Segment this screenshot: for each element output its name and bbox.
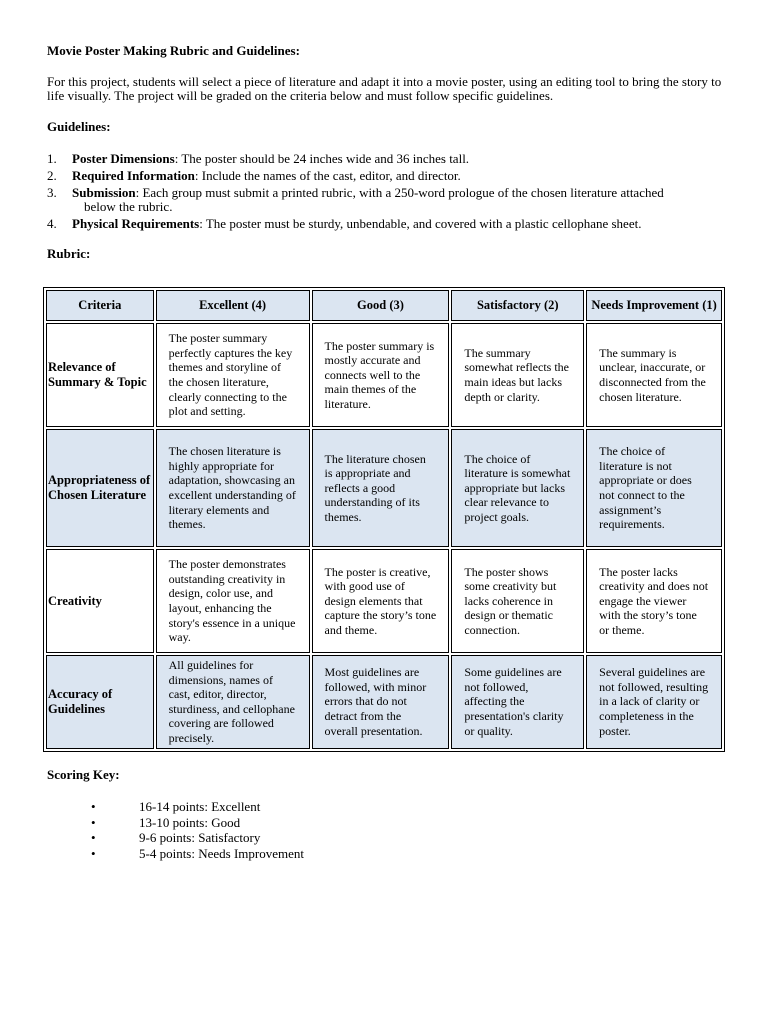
intro-paragraph: For this project, students will select a piece of literature and adapt it into a movie poster, using an editing tool to bring the story to life visually. The project will be graded on the criteria below and must follow specific guidelines. [47, 73, 722, 104]
header-good: Good (3) [312, 290, 450, 321]
guideline-text: : The poster must be sturdy, unbendable, and covered with a plastic cellophane sheet. [199, 215, 642, 231]
header-excellent: Excellent (4) [156, 290, 310, 321]
rubric-cell: The chosen literature is highly appropriate for adaptation, showcasing an excellent understanding of literary elements and themes. [156, 429, 310, 547]
rubric-cell: The poster summary is mostly accurate and connects well to the main themes of the literature. [312, 323, 450, 427]
header-criteria: Criteria [46, 290, 154, 321]
guideline-number: 2. [47, 167, 57, 183]
rubric-cell: The poster shows some creativity but lacks coherence in design or thematic connection. [451, 549, 584, 653]
guideline-number: 1. [47, 151, 57, 167]
rubric-table [43, 287, 725, 752]
bullet: • [91, 845, 96, 861]
guideline-item [47, 152, 727, 167]
rubric-cell: Most guidelines are followed, with minor errors that do not detract from the overall presentation. [312, 655, 450, 749]
rubric-row [46, 655, 722, 749]
guideline-item [47, 169, 727, 184]
guideline-item [47, 217, 727, 232]
guideline-text: : Each group must submit a printed rubric, with a 250-word prologue of the chosen literature attached [135, 184, 664, 200]
rubric-row [46, 549, 722, 653]
guideline-label: Poster Dimensions [72, 151, 175, 167]
scoring-item [91, 816, 304, 832]
guideline-text: : The poster should be 24 inches wide and 36 inches tall. [174, 151, 470, 167]
scoring-text: 13-10 points: Good [139, 814, 241, 830]
rubric-heading: Rubric: [47, 246, 91, 262]
scoring-item [91, 847, 304, 863]
rubric-cell: The choice of literature is not appropriate or does not connect to the assignment’s requirements. [586, 429, 722, 547]
bullet: • [91, 814, 96, 830]
rubric-cell: The poster summary perfectly captures the key themes and storyline of the chosen literature, clearly connecting to the plot and setting. [156, 323, 310, 427]
bullet: • [91, 799, 96, 814]
criteria-cell: Relevance of Summary & Topic [46, 323, 154, 427]
bullet: • [91, 830, 96, 846]
rubric-cell: Several guidelines are not followed, resulting in a lack of clarity or completeness in the poster. [586, 655, 722, 749]
rubric-cell: The choice of literature is somewhat appropriate but lacks clear relevance to project goals. [451, 429, 584, 547]
guideline-label: Submission [72, 184, 136, 200]
criteria-cell: Appropriateness of Chosen Literature [46, 429, 154, 547]
guideline-number: 4. [47, 215, 57, 231]
guidelines-heading: Guidelines: [47, 118, 111, 134]
guidelines-list [47, 152, 727, 231]
scoring-text: 16-14 points: Excellent [139, 799, 261, 814]
rubric-cell: The literature chosen is appropriate and reflects a good understanding of its themes. [312, 429, 450, 547]
guideline-number: 3. [47, 184, 57, 200]
guideline-label: Required Information [72, 167, 195, 183]
guideline-text: : Include the names of the cast, editor, and director. [194, 167, 461, 183]
header-needs-improvement: Needs Improvement (1) [586, 290, 722, 321]
rubric-cell: The summary somewhat reflects the main ideas but lacks depth or clarity. [451, 323, 584, 427]
rubric-header-row [46, 290, 722, 321]
rubric-cell: The poster is creative, with good use of design elements that capture the story’s tone and theme. [312, 549, 450, 653]
scoring-text: 5-4 points: Needs Improvement [139, 845, 304, 861]
guideline-text-continued: below the rubric. [84, 199, 173, 215]
criteria-cell: Accuracy of Guidelines [46, 655, 154, 749]
rubric-cell: All guidelines for dimensions, names of cast, editor, director, sturdiness, and cellophane covering are followed precisely. [156, 655, 310, 749]
document-title: Movie Poster Making Rubric and Guidelines: [47, 43, 300, 58]
scoring-item [91, 800, 304, 816]
criteria-cell: Creativity [46, 549, 154, 653]
rubric-row [46, 323, 722, 427]
rubric-cell: The poster demonstrates outstanding creativity in design, color use, and layout, enhancing the story's essence in a unique way. [156, 549, 310, 653]
scoring-list [91, 800, 304, 862]
document-body [47, 44, 727, 262]
scoring-item [91, 831, 304, 847]
rubric-row [46, 429, 722, 547]
guideline-item [47, 186, 727, 215]
scoring-heading: Scoring Key: [47, 767, 120, 782]
rubric-cell: Some guidelines are not followed, affecting the presentation's clarity or quality. [451, 655, 584, 749]
rubric-cell: The summary is unclear, inaccurate, or disconnected from the chosen literature. [586, 323, 722, 427]
guideline-label: Physical Requirements [72, 215, 200, 231]
header-satisfactory: Satisfactory (2) [451, 290, 584, 321]
rubric-cell: The poster lacks creativity and does not engage the viewer with the story’s tone or theme. [586, 549, 722, 653]
scoring-text: 9-6 points: Satisfactory [139, 830, 261, 846]
